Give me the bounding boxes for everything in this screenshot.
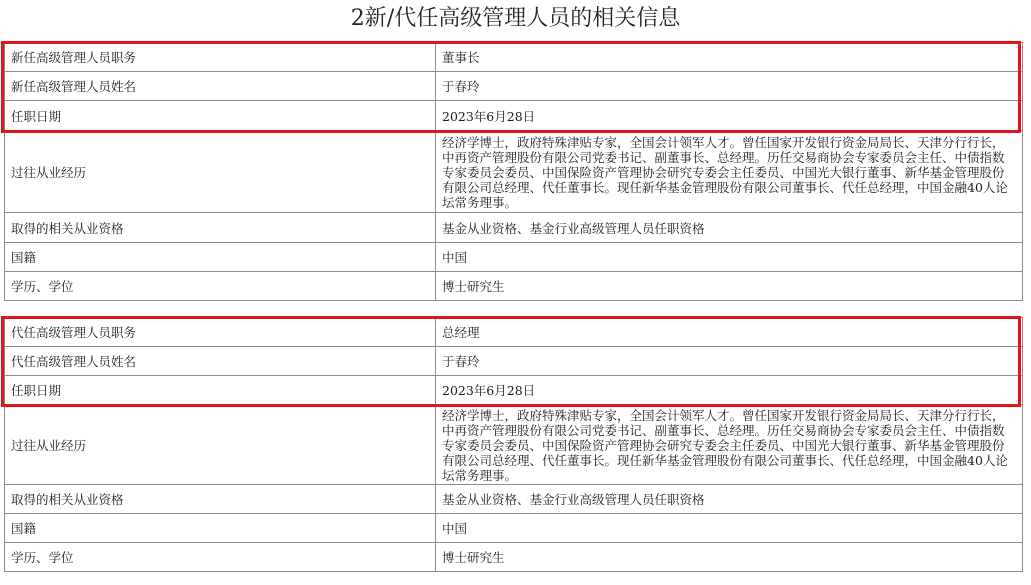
row-label: 新任高级管理人员姓名: [5, 72, 436, 101]
row-label: 过往从业经历: [5, 405, 436, 485]
row-value: 基金从业资格、基金行业高级管理人员任职资格: [436, 485, 1023, 514]
row-value: 中国: [436, 243, 1023, 272]
table-row: [5, 543, 1023, 572]
row-value: 于春玲: [436, 347, 1023, 376]
row-value-paragraph: 经济学博士，政府特殊津贴专家，全国会计领军人才。曾任国家开发银行资金局局长、天津分行行长，中再资产管理股份有限公司党委书记、副董事长、总经理。历任交易商协会专家委员会主任、中债指数专家委员会委员、中国保险资产管理协会研究专委会主任委员、中国光大银行董事、新华基金管理股份有限公司总经理、代任董事长。现任新华基金管理股份有限公司董事长、代任总经理，中国金融40人论坛常务理事。: [436, 405, 1023, 485]
table-row: [5, 272, 1023, 301]
row-label: 代任高级管理人员姓名: [5, 347, 436, 376]
table-row: [5, 318, 1023, 347]
row-value: 总经理: [436, 318, 1023, 347]
row-label: 国籍: [5, 514, 436, 543]
table-row: [5, 485, 1023, 514]
row-label: 取得的相关从业资格: [5, 485, 436, 514]
row-value: 2023年6月28日: [436, 101, 1023, 131]
row-label: 国籍: [5, 243, 436, 272]
row-label: 代任高级管理人员职务: [5, 318, 436, 347]
row-value: 基金从业资格、基金行业高级管理人员任职资格: [436, 213, 1023, 243]
row-value: 中国: [436, 514, 1023, 543]
row-label: 取得的相关从业资格: [5, 213, 436, 243]
row-value: 董事长: [436, 43, 1023, 72]
row-label: 学历、学位: [5, 543, 436, 572]
row-value: 博士研究生: [436, 272, 1023, 301]
row-label: 新任高级管理人员职务: [5, 43, 436, 72]
table-row: [5, 514, 1023, 543]
info-table-new: [4, 42, 1023, 301]
row-label: 任职日期: [5, 376, 436, 405]
table-row: [5, 213, 1023, 243]
table-row: [5, 405, 1023, 485]
table-row: [5, 101, 1023, 131]
table-row: [5, 243, 1023, 272]
table-row: [5, 347, 1023, 376]
row-value-paragraph: 经济学博士，政府特殊津贴专家，全国会计领军人才。曾任国家开发银行资金局局长、天津分行行长，中再资产管理股份有限公司党委书记、副董事长、总经理。历任交易商协会专家委员会主任、中债指数专家委员会委员、中国保险资产管理协会研究专委会主任委员、中国光大银行董事、新华基金管理股份有限公司总经理、代任董事长。现任新华基金管理股份有限公司董事长、代任总经理，中国金融40人论坛常务理事。: [436, 131, 1023, 213]
page-title: 2新/代任高级管理人员的相关信息: [350, 6, 681, 31]
row-value: 2023年6月28日: [436, 376, 1023, 405]
table-row: [5, 376, 1023, 405]
row-value: 于春玲: [436, 72, 1023, 101]
table-row: [5, 131, 1023, 213]
info-table-acting: [4, 317, 1023, 572]
row-value: 博士研究生: [436, 543, 1023, 572]
row-label: 学历、学位: [5, 272, 436, 301]
row-label: 过往从业经历: [5, 131, 436, 213]
table-row: [5, 43, 1023, 72]
row-label: 任职日期: [5, 101, 436, 131]
table-row: [5, 72, 1023, 101]
